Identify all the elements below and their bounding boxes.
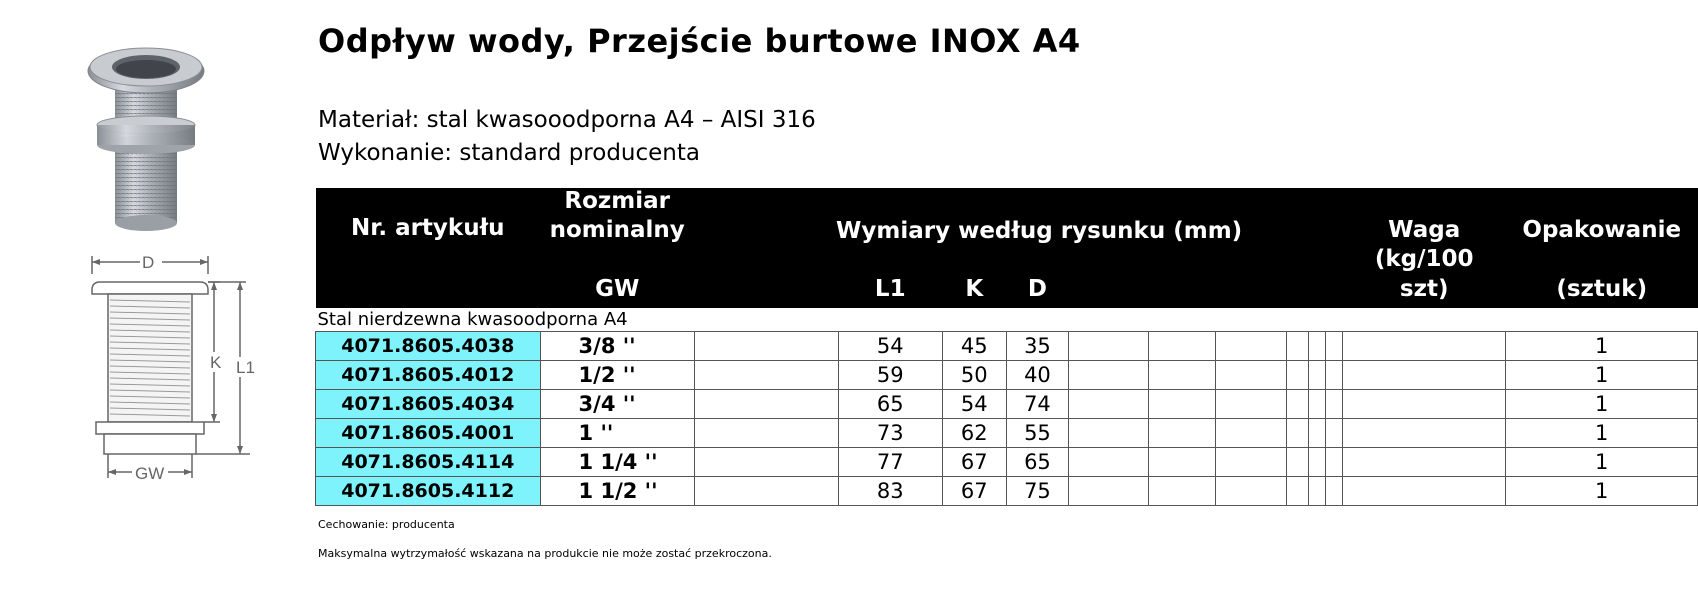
header-dimensions: Wymiary według rysunku (mm) — [836, 218, 1243, 244]
empty-cell — [1309, 477, 1326, 506]
article-cell: 4071.8605.4038 — [316, 332, 541, 361]
weight-cell — [1342, 477, 1506, 506]
d-cell: 55 — [1006, 419, 1069, 448]
article-cell: 4071.8605.4112 — [316, 477, 541, 506]
empty-cell — [1148, 477, 1215, 506]
weight-cell — [1342, 361, 1506, 390]
empty-cell — [1326, 419, 1343, 448]
header-k: K — [942, 188, 1006, 308]
table-row — [316, 477, 1698, 506]
empty-cell — [1148, 361, 1215, 390]
weight-cell — [1342, 390, 1506, 419]
empty-cell — [1287, 332, 1309, 361]
table-row — [316, 390, 1698, 419]
k-cell: 45 — [942, 332, 1006, 361]
d-cell: 74 — [1006, 390, 1069, 419]
dim-l1-label: L1 — [236, 358, 255, 377]
empty-cell — [1216, 477, 1287, 506]
l1-cell: 54 — [838, 332, 942, 361]
empty-cell — [1326, 448, 1343, 477]
empty-cell — [1148, 448, 1215, 477]
l1-cell: 65 — [838, 390, 942, 419]
empty-cell — [1287, 448, 1309, 477]
section-row — [316, 308, 1698, 332]
size-cell: 1 1/2 '' — [540, 477, 694, 506]
empty-cell — [1069, 361, 1148, 390]
size-cell: 1/2 '' — [540, 361, 694, 390]
empty-cell — [1148, 419, 1215, 448]
size-cell: 1 '' — [540, 419, 694, 448]
empty-cell — [1326, 477, 1343, 506]
empty-cell — [1309, 332, 1326, 361]
empty-cell — [1287, 390, 1309, 419]
marking-note: Cechowanie: producenta — [318, 518, 455, 531]
d-cell: 65 — [1006, 448, 1069, 477]
empty-cell — [1326, 390, 1343, 419]
empty-cell — [1069, 448, 1148, 477]
size-cell: 3/8 '' — [540, 332, 694, 361]
empty-cell — [1216, 419, 1287, 448]
empty-cell — [1216, 448, 1287, 477]
empty-cell — [694, 419, 838, 448]
size-cell: 1 1/4 '' — [540, 448, 694, 477]
k-cell: 62 — [942, 419, 1006, 448]
header-article: Nr. artykułu — [316, 188, 541, 308]
d-cell: 35 — [1006, 332, 1069, 361]
empty-cell — [1326, 332, 1343, 361]
execution-line: Wykonanie: standard producenta — [318, 140, 700, 166]
article-cell: 4071.8605.4034 — [316, 390, 541, 419]
empty-cell — [1148, 332, 1215, 361]
max-load-note: Maksymalna wytrzymałość wskazana na produkcie nie może zostać przekroczona. — [318, 547, 772, 560]
k-cell: 54 — [942, 390, 1006, 419]
empty-cell — [694, 477, 838, 506]
material-line: Materiał: stal kwasooodporna A4 – AISI 316 — [318, 107, 816, 133]
empty-cell — [1287, 477, 1309, 506]
packaging-cell: 1 — [1506, 361, 1698, 390]
table-header — [316, 188, 1698, 308]
l1-cell: 73 — [838, 419, 942, 448]
empty-cell — [1309, 390, 1326, 419]
empty-cell — [1309, 448, 1326, 477]
dim-d-label: D — [142, 253, 155, 272]
packaging-cell: 1 — [1506, 332, 1698, 361]
header-d: D — [1006, 188, 1069, 308]
empty-cell — [1287, 419, 1309, 448]
packaging-cell: 1 — [1506, 390, 1698, 419]
table-row — [316, 448, 1698, 477]
d-cell: 75 — [1006, 477, 1069, 506]
header-size: Rozmiar nominalny GW — [540, 188, 694, 308]
k-cell: 67 — [942, 448, 1006, 477]
empty-cell — [1309, 419, 1326, 448]
empty-cell — [1216, 332, 1287, 361]
packaging-cell: 1 — [1506, 419, 1698, 448]
l1-cell: 77 — [838, 448, 942, 477]
size-cell: 3/4 '' — [540, 390, 694, 419]
table-row — [316, 332, 1698, 361]
empty-cell — [1216, 390, 1287, 419]
k-cell: 50 — [942, 361, 1006, 390]
product-photo — [85, 45, 210, 235]
empty-cell — [1069, 390, 1148, 419]
header-l1: L1 — [838, 188, 942, 308]
header-packaging: Opakowanie (sztuk) — [1506, 188, 1698, 308]
empty-cell — [694, 332, 838, 361]
weight-cell — [1342, 448, 1506, 477]
section-label: Stal nierdzewna kwasoodporna A4 — [317, 309, 628, 330]
dim-k-label: K — [210, 353, 222, 372]
article-cell: 4071.8605.4012 — [316, 361, 541, 390]
packaging-cell: 1 — [1506, 448, 1698, 477]
packaging-cell: 1 — [1506, 477, 1698, 506]
empty-cell — [1326, 361, 1343, 390]
empty-cell — [694, 390, 838, 419]
empty-cell — [694, 448, 838, 477]
article-cell: 4071.8605.4114 — [316, 448, 541, 477]
empty-cell — [1069, 477, 1148, 506]
empty-cell — [1216, 361, 1287, 390]
empty-cell — [1148, 390, 1215, 419]
weight-cell — [1342, 332, 1506, 361]
empty-cell — [1287, 361, 1309, 390]
table-row — [316, 419, 1698, 448]
empty-cell — [1069, 419, 1148, 448]
empty-cell — [1309, 361, 1326, 390]
technical-drawing — [80, 252, 260, 492]
empty-cell — [694, 361, 838, 390]
d-cell: 40 — [1006, 361, 1069, 390]
weight-cell — [1342, 419, 1506, 448]
k-cell: 67 — [942, 477, 1006, 506]
l1-cell: 83 — [838, 477, 942, 506]
table-row — [316, 361, 1698, 390]
empty-cell — [1069, 332, 1148, 361]
dim-gw-label: GW — [135, 464, 165, 483]
article-cell: 4071.8605.4001 — [316, 419, 541, 448]
l1-cell: 59 — [838, 361, 942, 390]
header-weight: Waga (kg/100 szt) — [1342, 188, 1506, 308]
page-title: Odpływ wody, Przejście burtowe INOX A4 — [318, 22, 1081, 60]
